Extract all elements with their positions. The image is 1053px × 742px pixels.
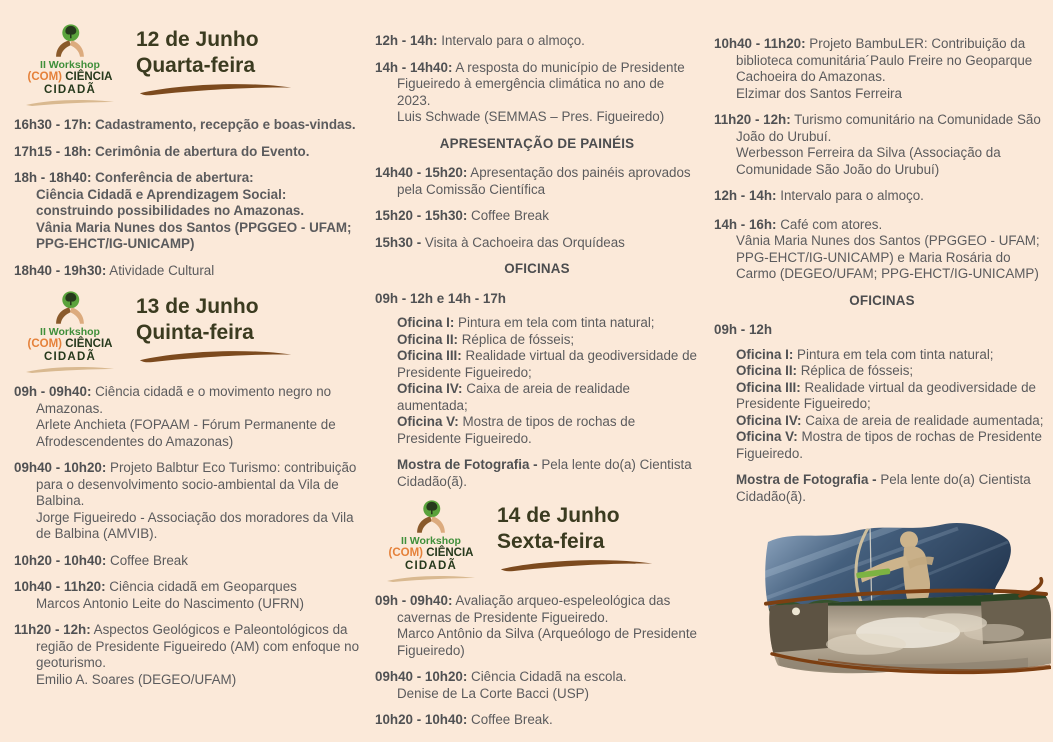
entry-time: 09h - 09h40: — [14, 384, 92, 399]
column-middle — [375, 0, 699, 739]
entry-detail: Emilio A. Soares (DEGEO/UFAM) — [36, 671, 237, 687]
logo-ciencia-label: CIÊNCIA — [65, 71, 113, 83]
section-heading: OFICINAS — [504, 261, 570, 276]
schedule-entry — [375, 60, 699, 126]
schedule-entry — [714, 112, 1050, 178]
entry-time: 11h20 - 12h: — [14, 622, 91, 637]
logo-workshop-label: II Workshop — [40, 326, 100, 338]
entry-title: Projeto BambuLER: Contribuição da biblioteca comunitária´Paulo Freire no Geoparque Cachoeira do Amazonas. — [736, 36, 1033, 84]
entry-title: Cadastramento, recepção e boas-vindas. — [95, 117, 356, 132]
oficina-item — [736, 363, 1050, 380]
entry-time: 11h20 - 12h: — [714, 112, 791, 127]
entry-time: 17h15 - 18h: — [14, 143, 92, 159]
entry-time: 09h40 - 10h20: — [14, 460, 107, 475]
column-right — [714, 0, 1050, 677]
entry-time: 12h - 14h: — [375, 33, 438, 48]
entry-detail: Luis Schwade (SEMMAS – Pres. Figueiredo) — [397, 109, 665, 124]
entry-time: 15h30 - — [375, 234, 422, 250]
photo-graphic — [758, 513, 1051, 677]
schedule-entry — [14, 170, 362, 253]
schedule-entry — [14, 117, 362, 134]
logo-com-label: (COM) — [27, 338, 62, 350]
oficina-text: Caixa de areia de realidade aumentada; — [805, 412, 1044, 428]
workshop-logo — [375, 498, 487, 583]
entry-title: Coffee Break. — [471, 712, 553, 727]
entry-time: 14h - 14h40: — [375, 59, 453, 75]
oficina-text: Pintura em tela com tinta natural; — [797, 346, 994, 362]
entry-detail: Elzimar dos Santos Ferreira — [736, 85, 902, 101]
night-river-archer-photo — [758, 513, 1051, 677]
tree-in-hands-icon — [45, 289, 95, 326]
entry-title: Avaliação arqueo-espeleológica das cavernas de Presidente Figueiredo. — [397, 593, 671, 625]
logo-ciencia-line — [14, 71, 126, 84]
oficina-label: Oficina III: — [397, 348, 462, 363]
oficina-item — [397, 348, 699, 381]
oficina-text: Réplica de fósseis; — [800, 363, 914, 378]
schedule-entry — [375, 165, 699, 198]
logo-com-label: (COM) — [388, 547, 423, 559]
entry-title: Café com atores. — [780, 216, 883, 232]
entry-time: 18h - 18h40: — [14, 170, 92, 185]
schedule-entry — [714, 188, 1050, 205]
schedule-entry — [375, 235, 699, 252]
oficina-item — [736, 347, 1050, 364]
entry-title: Aspectos Geológicos e Paleontológicos da região de Presidente Figueiredo (AM) com enfoque no geoturismo. — [36, 622, 360, 670]
workshop-logo — [14, 289, 126, 374]
entry-detail: Marcos Antonio Leite do Nascimento (UFRN) — [36, 595, 304, 611]
oficina-label: Oficina II: — [397, 331, 459, 347]
date-title: 14 de Junho — [497, 504, 620, 527]
entry-detail: Ciência Cidadã e Aprendizagem Social: construindo possibilidades no Amazonas. — [36, 186, 305, 218]
mostra-text: Pela lente do(a) Cientista Cidadão(ã). — [736, 472, 1031, 504]
entry-title: Ciência cidadã e o movimento negro no Amazonas. — [36, 384, 332, 416]
time-range: 09h - 12h e 14h - 17h — [375, 290, 506, 306]
logo-cidada-label: CIDADÃ — [405, 560, 457, 572]
day-header — [14, 22, 362, 107]
oficina-label: Oficina I: — [397, 315, 455, 330]
entry-detail: Vânia Maria Nunes dos Santos (PPGGEO - UFAM; PPG-EHCT/IG-UNICAMP) e Maria Rosária do Carmo (DEGEO/UFAM; PPG-EHCT/IG-UNICAMP) — [736, 233, 1040, 281]
schedule-entry — [375, 669, 699, 702]
logo-underline-swoosh-icon — [24, 99, 116, 107]
entry-title: Conferência de abertura: — [95, 170, 254, 185]
logo-com-label: (COM) — [27, 71, 62, 83]
oficina-item — [397, 315, 699, 332]
entry-detail: Jorge Figueiredo - Associação dos moradores da Vila de Balbina (AMVIB). — [36, 509, 354, 541]
oficina-text: Caixa de areia de realidade aumentada; — [397, 381, 630, 413]
oficina-text: Mostra de tipos de rochas de Presidente Figueiredo. — [397, 414, 636, 446]
oficina-label: Oficina IV: — [736, 412, 802, 428]
oficina-label: Oficina III: — [736, 379, 801, 395]
date-underline-swoosh-icon — [136, 83, 296, 96]
oficina-text: Realidade virtual da geodiversidade de Presidente Figueiredo; — [736, 379, 1036, 411]
logo-underline-swoosh-icon — [385, 575, 477, 583]
oficinas-list — [397, 315, 699, 447]
schedule-entry — [14, 263, 362, 280]
day-header — [14, 289, 362, 374]
logo-ciencia-line — [14, 338, 126, 351]
oficina-item — [397, 414, 699, 447]
date-underline-swoosh-icon — [136, 350, 296, 363]
oficina-item — [736, 413, 1050, 430]
schedule-entry — [375, 593, 699, 659]
entry-detail: Arlete Anchieta (FOPAAM - Fórum Permanente de Afrodescendentes do Amazonas) — [36, 417, 336, 449]
entry-time: 12h - 14h: — [714, 188, 777, 203]
entry-title: Ciência Cidadã na escola. — [471, 669, 627, 684]
entry-title: Visita à Cachoeira das Orquídeas — [424, 234, 625, 250]
entry-time: 18h40 - 19h30: — [14, 262, 107, 278]
schedule-entry — [14, 579, 362, 612]
schedule-entry — [14, 622, 362, 688]
entry-time: 10h40 - 11h20: — [714, 36, 806, 51]
mostra-fotografia — [736, 472, 1050, 505]
entry-title: Intervalo para o almoço. — [441, 33, 585, 48]
logo-cidada-label: CIDADÃ — [44, 84, 96, 96]
oficina-item — [397, 381, 699, 414]
schedule-entry — [375, 712, 699, 729]
entry-title: Coffee Break — [471, 208, 549, 223]
entry-title: Cerimônia de abertura do Evento. — [95, 143, 310, 159]
entry-time: 09h - 09h40: — [375, 593, 453, 608]
oficina-text: Mostra de tipos de rochas de Presidente Figueiredo. — [736, 429, 1042, 461]
date-weekday: Quinta-feira — [136, 321, 254, 344]
schedule-entry — [14, 460, 362, 543]
schedule-entry — [714, 36, 1050, 102]
entry-time: 09h40 - 10h20: — [375, 669, 468, 684]
logo-cidada-label: CIDADÃ — [44, 351, 96, 363]
entry-time: 10h20 - 10h40: — [14, 552, 107, 568]
oficina-text: Pintura em tela com tinta natural; — [458, 315, 655, 330]
entry-title: Turismo comunitário na Comunidade São João do Urubuí. — [736, 112, 1041, 144]
mostra-label: Mostra de Fotografia - — [397, 457, 538, 472]
section-heading: OFICINAS — [849, 292, 915, 308]
logo-workshop-label: II Workshop — [401, 535, 461, 547]
oficina-text: Réplica de fósseis; — [461, 331, 575, 347]
oficina-item — [397, 332, 699, 349]
schedule-entry — [714, 217, 1050, 283]
date-block — [136, 22, 296, 107]
schedule-entry — [14, 553, 362, 570]
logo-ciencia-label: CIÊNCIA — [426, 547, 474, 559]
entry-title: Ciência cidadã em Geoparques — [109, 579, 297, 594]
oficinas-list — [736, 347, 1050, 463]
schedule-entry — [375, 33, 699, 50]
column-left — [14, 0, 362, 698]
entry-time: 10h20 - 10h40: — [375, 712, 468, 727]
entry-title: Atividade Cultural — [109, 262, 215, 278]
entry-detail: Werbesson Ferreira da Silva (Associação da Comunidade São João do Urubuí) — [736, 145, 1001, 177]
entry-time: 14h40 - 15h20: — [375, 165, 468, 180]
logo-underline-swoosh-icon — [24, 366, 116, 374]
date-underline-swoosh-icon — [497, 559, 657, 572]
oficina-item — [736, 380, 1050, 413]
entry-detail: Vânia Maria Nunes dos Santos (PPGGEO - UFAM; PPG-EHCT/IG-UNICAMP) — [36, 219, 352, 251]
schedule-entry — [14, 144, 362, 161]
logo-ciencia-line — [375, 547, 487, 560]
oficina-label: Oficina IV: — [397, 381, 463, 396]
oficina-item — [736, 429, 1050, 462]
entry-time: 10h40 - 11h20: — [14, 579, 106, 594]
schedule-entry — [375, 208, 699, 225]
date-title: 13 de Junho — [136, 295, 259, 318]
date-weekday: Sexta-feira — [497, 530, 605, 553]
oficina-label: Oficina V: — [397, 414, 459, 429]
date-weekday: Quarta-feira — [136, 54, 256, 77]
time-range: 09h - 12h — [714, 322, 773, 337]
entry-title: Projeto Balbtur Eco Turismo: contribuição para o desenvolvimento socio-ambiental da Vila de Balbina. — [36, 460, 357, 508]
day-header — [375, 498, 699, 583]
oficina-label: Oficina V: — [736, 429, 798, 444]
logo-workshop-label: II Workshop — [40, 59, 100, 71]
schedule-entry — [14, 384, 362, 450]
date-block — [136, 289, 296, 374]
oficina-label: Oficina II: — [736, 363, 798, 378]
entry-title: Intervalo para o almoço. — [780, 188, 924, 203]
entry-time: 15h20 - 15h30: — [375, 208, 468, 223]
entry-title: Apresentação dos painéis aprovados pela Comissão Científica — [397, 165, 691, 197]
mostra-fotografia — [397, 457, 699, 490]
entry-detail: Marco Antônio da Silva (Arqueólogo de Presidente Figueiredo) — [397, 626, 697, 658]
mostra-label: Mostra de Fotografia - — [736, 472, 877, 487]
mostra-text: Pela lente do(a) Cientista Cidadão(ã). — [397, 457, 692, 489]
oficina-label: Oficina I: — [736, 346, 794, 362]
section-heading: APRESENTAÇÃO DE PAINÉIS — [439, 135, 635, 151]
date-block — [497, 498, 657, 583]
logo-ciencia-label: CIÊNCIA — [65, 338, 113, 350]
tree-in-hands-icon — [406, 498, 456, 535]
workshop-logo — [14, 22, 126, 107]
oficina-text: Realidade virtual da geodiversidade de Presidente Figueiredo; — [397, 348, 697, 380]
tree-in-hands-icon — [45, 22, 95, 59]
entry-time: 14h - 16h: — [714, 216, 777, 232]
entry-time: 16h30 - 17h: — [14, 117, 92, 132]
entry-title: A resposta do município de Presidente Figueiredo à emergência climática no ano de 2023. — [397, 59, 685, 108]
date-title: 12 de Junho — [136, 28, 259, 51]
entry-detail: Denise de La Corte Bacci (USP) — [397, 685, 590, 701]
entry-title: Coffee Break — [110, 552, 188, 568]
